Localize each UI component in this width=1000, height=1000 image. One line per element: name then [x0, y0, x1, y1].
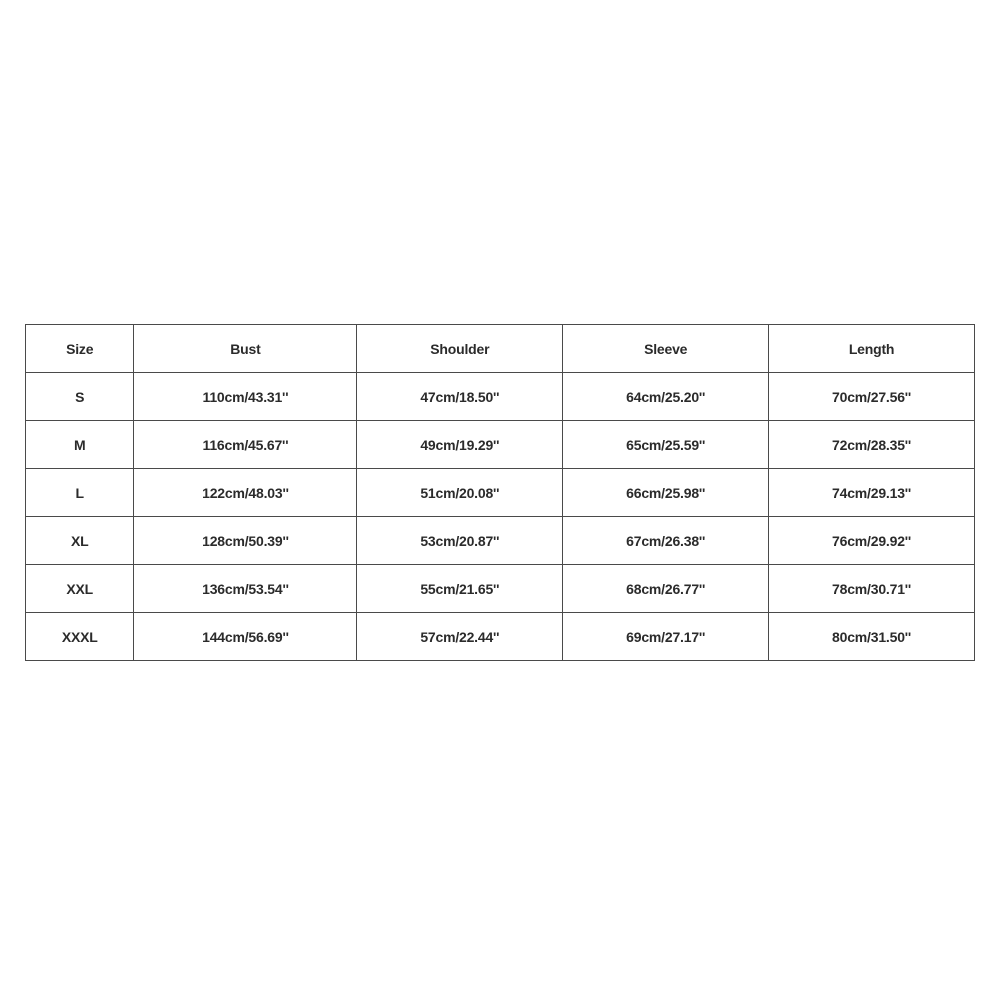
- cell-shoulder: 55cm/21.65'': [357, 565, 563, 613]
- cell-shoulder: 51cm/20.08'': [357, 469, 563, 517]
- cell-length: 70cm/27.56'': [769, 373, 975, 421]
- table-row: [26, 613, 975, 661]
- header-size: Size: [26, 325, 134, 373]
- cell-bust: 110cm/43.31'': [134, 373, 357, 421]
- table-body: [26, 373, 975, 661]
- cell-length: 72cm/28.35'': [769, 421, 975, 469]
- cell-bust: 136cm/53.54'': [134, 565, 357, 613]
- table-row: [26, 469, 975, 517]
- table-row: [26, 565, 975, 613]
- cell-sleeve: 64cm/25.20'': [563, 373, 769, 421]
- cell-shoulder: 47cm/18.50'': [357, 373, 563, 421]
- cell-size: M: [26, 421, 134, 469]
- size-chart-table: [25, 324, 975, 661]
- cell-size: L: [26, 469, 134, 517]
- cell-sleeve: 65cm/25.59'': [563, 421, 769, 469]
- cell-sleeve: 67cm/26.38'': [563, 517, 769, 565]
- cell-size: XXL: [26, 565, 134, 613]
- table-header: [26, 325, 975, 373]
- cell-sleeve: 68cm/26.77'': [563, 565, 769, 613]
- header-row: [26, 325, 975, 373]
- cell-bust: 116cm/45.67'': [134, 421, 357, 469]
- cell-size: XXXL: [26, 613, 134, 661]
- header-shoulder: Shoulder: [357, 325, 563, 373]
- cell-shoulder: 49cm/19.29'': [357, 421, 563, 469]
- cell-size: S: [26, 373, 134, 421]
- header-length: Length: [769, 325, 975, 373]
- cell-length: 74cm/29.13'': [769, 469, 975, 517]
- cell-sleeve: 66cm/25.98'': [563, 469, 769, 517]
- cell-bust: 122cm/48.03'': [134, 469, 357, 517]
- header-sleeve: Sleeve: [563, 325, 769, 373]
- table-row: [26, 373, 975, 421]
- cell-length: 78cm/30.71'': [769, 565, 975, 613]
- table-row: [26, 517, 975, 565]
- cell-length: 76cm/29.92'': [769, 517, 975, 565]
- cell-sleeve: 69cm/27.17'': [563, 613, 769, 661]
- cell-bust: 128cm/50.39'': [134, 517, 357, 565]
- cell-shoulder: 53cm/20.87'': [357, 517, 563, 565]
- cell-length: 80cm/31.50'': [769, 613, 975, 661]
- table-row: [26, 421, 975, 469]
- cell-shoulder: 57cm/22.44'': [357, 613, 563, 661]
- header-bust: Bust: [134, 325, 357, 373]
- cell-bust: 144cm/56.69'': [134, 613, 357, 661]
- cell-size: XL: [26, 517, 134, 565]
